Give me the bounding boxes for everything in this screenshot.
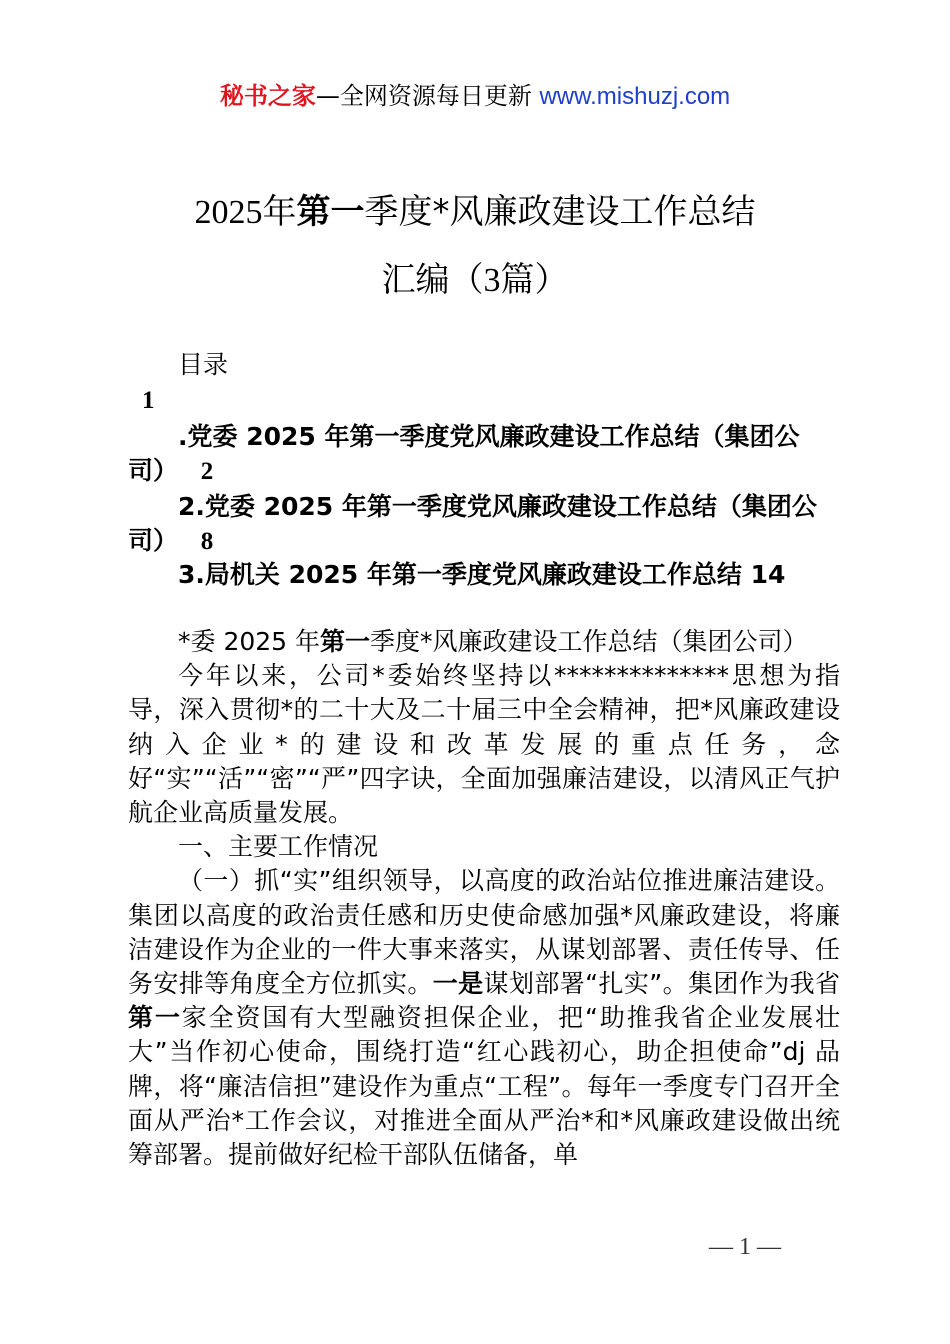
toc-item-2-line1[interactable]: 2.党委 2025 年第一季度党风廉政建设工作总结（集团公 [178, 492, 817, 521]
toc-item-1-page: 2 [200, 458, 214, 485]
site-url-link[interactable]: www.mishuzj.com [539, 83, 731, 110]
header-tagline: —全网资源每日更新 [315, 82, 532, 110]
paragraph-intro: 今年以来，公司*委始终坚持以**************思想为指导，深入贯彻*的二十大及二十届三中全会精神，把*风廉政建设纳入企业*的建设和改革发展的重点任务，念好“实”“活”“密”“严”四字诀，全面加强廉洁建设，以清风正气护航企业高质量发展。 [128, 661, 840, 828]
title-year: 2025 [194, 194, 263, 231]
document-title-line1 [0, 190, 950, 235]
toc-item-1-text: 司） [128, 456, 179, 485]
title-part-a: 年 [262, 192, 297, 232]
section-heading-1: 一、主要工作情况 [178, 832, 379, 862]
title2-part-a: 汇编（ [381, 260, 484, 300]
site-header [0, 80, 950, 113]
document-title-line2 [0, 258, 950, 303]
toc-heading: 目录 [178, 350, 229, 379]
title2-num: 3 [483, 262, 501, 299]
toc-item-2-page: 8 [200, 528, 214, 555]
toc-item-2-line2[interactable] [128, 524, 213, 559]
title2-part-b: 篇） [500, 260, 569, 300]
toc-page-marker: 1 [142, 387, 155, 414]
title-part-b: 季度*风廉政建设工作总结 [364, 192, 756, 232]
page-number: — 1 — [709, 1234, 781, 1260]
body-text [128, 625, 840, 1172]
title-bold: 第一 [296, 192, 365, 232]
toc-item-1-line1[interactable]: .党委 2025 年第一季度党风廉政建设工作总结（集团公 [178, 422, 800, 451]
paragraph-1: （一）抓“实”组织领导，以高度的政治站位推进廉洁建设。集团以高度的政治责任感和历史使命感加强*风廉政建设，将廉洁建设作为企业的一件大事来落实，从谋划部署、责任传导、任务安排等角度全方位抓实。一是谋划部署“扎实”。集团作为我省第一家全资国有大型融资担保企业，把“助推我省企业发展壮大”当作初心使命，围绕打造“红心践初心，助企担使命”dj 品牌，将“廉洁信担”建设作为重点“工程”。每年一季度专门召开全面从严治*工作会议，对推进全面从严治*和*风廉政建设做出统筹部署。提前做好纪检干部队伍储备，单 [128, 866, 840, 1170]
toc-item-1-line2[interactable] [128, 454, 213, 489]
brand-name: 秘书之家 [219, 82, 316, 110]
toc-item-3[interactable]: 3.局机关 2025 年第一季度党风廉政建设工作总结 14 [178, 560, 786, 589]
toc-item-2-text: 司） [128, 526, 179, 555]
section-title: *委 2025 年第一季度*风廉政建设工作总结（集团公司） [178, 627, 808, 656]
